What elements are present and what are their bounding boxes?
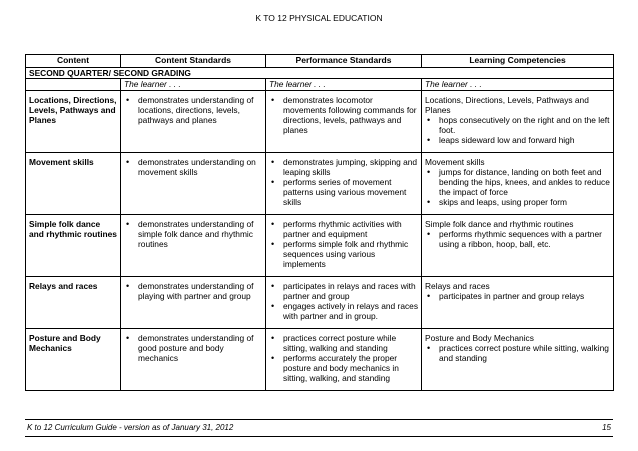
list-item: • demonstrates jumping, skipping and leaping skills: [269, 157, 418, 177]
performance-cell: [266, 91, 422, 153]
curriculum-table: [25, 54, 614, 391]
column-header-content-standards: Content Standards: [121, 55, 266, 68]
competency-lead: Relays and races: [425, 281, 490, 291]
performance-cell: [266, 277, 422, 329]
competency-lead: Posture and Body Mechanics: [425, 333, 534, 343]
competency-lead: Movement skills: [425, 157, 485, 167]
competency-cell: [422, 91, 614, 153]
list-item: • performs simple folk and rhythmic sequences using various implements: [269, 239, 418, 269]
list-item: • performs rhythmic sequences with a partner using a ribbon, hoop, ball, etc.: [425, 229, 610, 249]
learner-label: The learner . . .: [266, 79, 422, 91]
list-item: • engages actively in relays and races with partner and in group.: [269, 301, 418, 321]
list-item: • participates in partner and group relays: [425, 291, 610, 301]
list-item: • demonstrates understanding on movement skills: [124, 157, 262, 177]
list-item: • performs rhythmic activities with partner and equipment: [269, 219, 418, 239]
page-number: 15: [602, 423, 611, 432]
table-row: [26, 277, 614, 329]
competency-lead: Locations, Directions, Levels, Pathways and Planes: [425, 95, 589, 115]
content-cell: Locations, Directions, Levels, Pathways and Planes: [26, 91, 121, 153]
column-header-performance-standards: Performance Standards: [266, 55, 422, 68]
table-header-row: [26, 55, 614, 68]
content-cell: Simple folk dance and rhythmic routines: [26, 215, 121, 277]
standards-cell: [121, 215, 266, 277]
learner-label: The learner . . .: [121, 79, 266, 91]
column-header-content: Content: [26, 55, 121, 68]
competency-lead: Simple folk dance and rhythmic routines: [425, 219, 574, 229]
performance-cell: [266, 215, 422, 277]
table-row: [26, 329, 614, 391]
page-footer: [25, 419, 613, 437]
list-item: • demonstrates understanding of playing with partner and group: [124, 281, 262, 301]
list-item: • hops consecutively on the right and on the left foot.: [425, 115, 610, 135]
list-item: • practices correct posture while sitting, walking and standing: [425, 343, 610, 363]
standards-cell: [121, 153, 266, 215]
table-row: [26, 91, 614, 153]
list-item: • jumps for distance, landing on both feet and bending the hips, knees, and ankles to reduce the impact of force: [425, 167, 610, 197]
list-item: • performs accurately the proper posture and body mechanics in sitting, walking, and standing: [269, 353, 418, 383]
column-header-learning-competencies: Learning Competencies: [422, 55, 614, 68]
list-item: • practices correct posture while sitting, walking and standing: [269, 333, 418, 353]
list-item: • performs series of movement patterns using various movement skills: [269, 177, 418, 207]
list-item: • demonstrates understanding of good posture and body mechanics: [124, 333, 262, 363]
section-row: [26, 68, 614, 79]
list-item: • demonstrates locomotor movements following commands for directions, levels, pathways and planes: [269, 95, 418, 135]
table-row: [26, 153, 614, 215]
competency-cell: [422, 153, 614, 215]
standards-cell: [121, 329, 266, 391]
list-item: • participates in relays and races with partner and group: [269, 281, 418, 301]
performance-cell: [266, 153, 422, 215]
standards-cell: [121, 91, 266, 153]
content-cell: Relays and races: [26, 277, 121, 329]
standards-cell: [121, 277, 266, 329]
list-item: • demonstrates understanding of simple folk dance and rhythmic routines: [124, 219, 262, 249]
list-item: • leaps sideward low and forward high: [425, 135, 610, 145]
table-row: [26, 215, 614, 277]
learner-label: The learner . . .: [422, 79, 614, 91]
content-cell: Movement skills: [26, 153, 121, 215]
learner-blank: [26, 79, 121, 91]
list-item: • demonstrates understanding of locations, directions, levels, pathways and planes: [124, 95, 262, 125]
section-title: SECOND QUARTER/ SECOND GRADING: [26, 68, 614, 79]
list-item: • skips and leaps, using proper form: [425, 197, 610, 207]
competency-cell: [422, 277, 614, 329]
learner-row: [26, 79, 614, 91]
page-header-title: K TO 12 PHYSICAL EDUCATION: [255, 13, 383, 23]
competency-cell: [422, 329, 614, 391]
performance-cell: [266, 329, 422, 391]
content-cell: Posture and Body Mechanics: [26, 329, 121, 391]
competency-cell: [422, 215, 614, 277]
footer-guide-version: K to 12 Curriculum Guide - version as of January 31, 2012: [27, 423, 234, 432]
